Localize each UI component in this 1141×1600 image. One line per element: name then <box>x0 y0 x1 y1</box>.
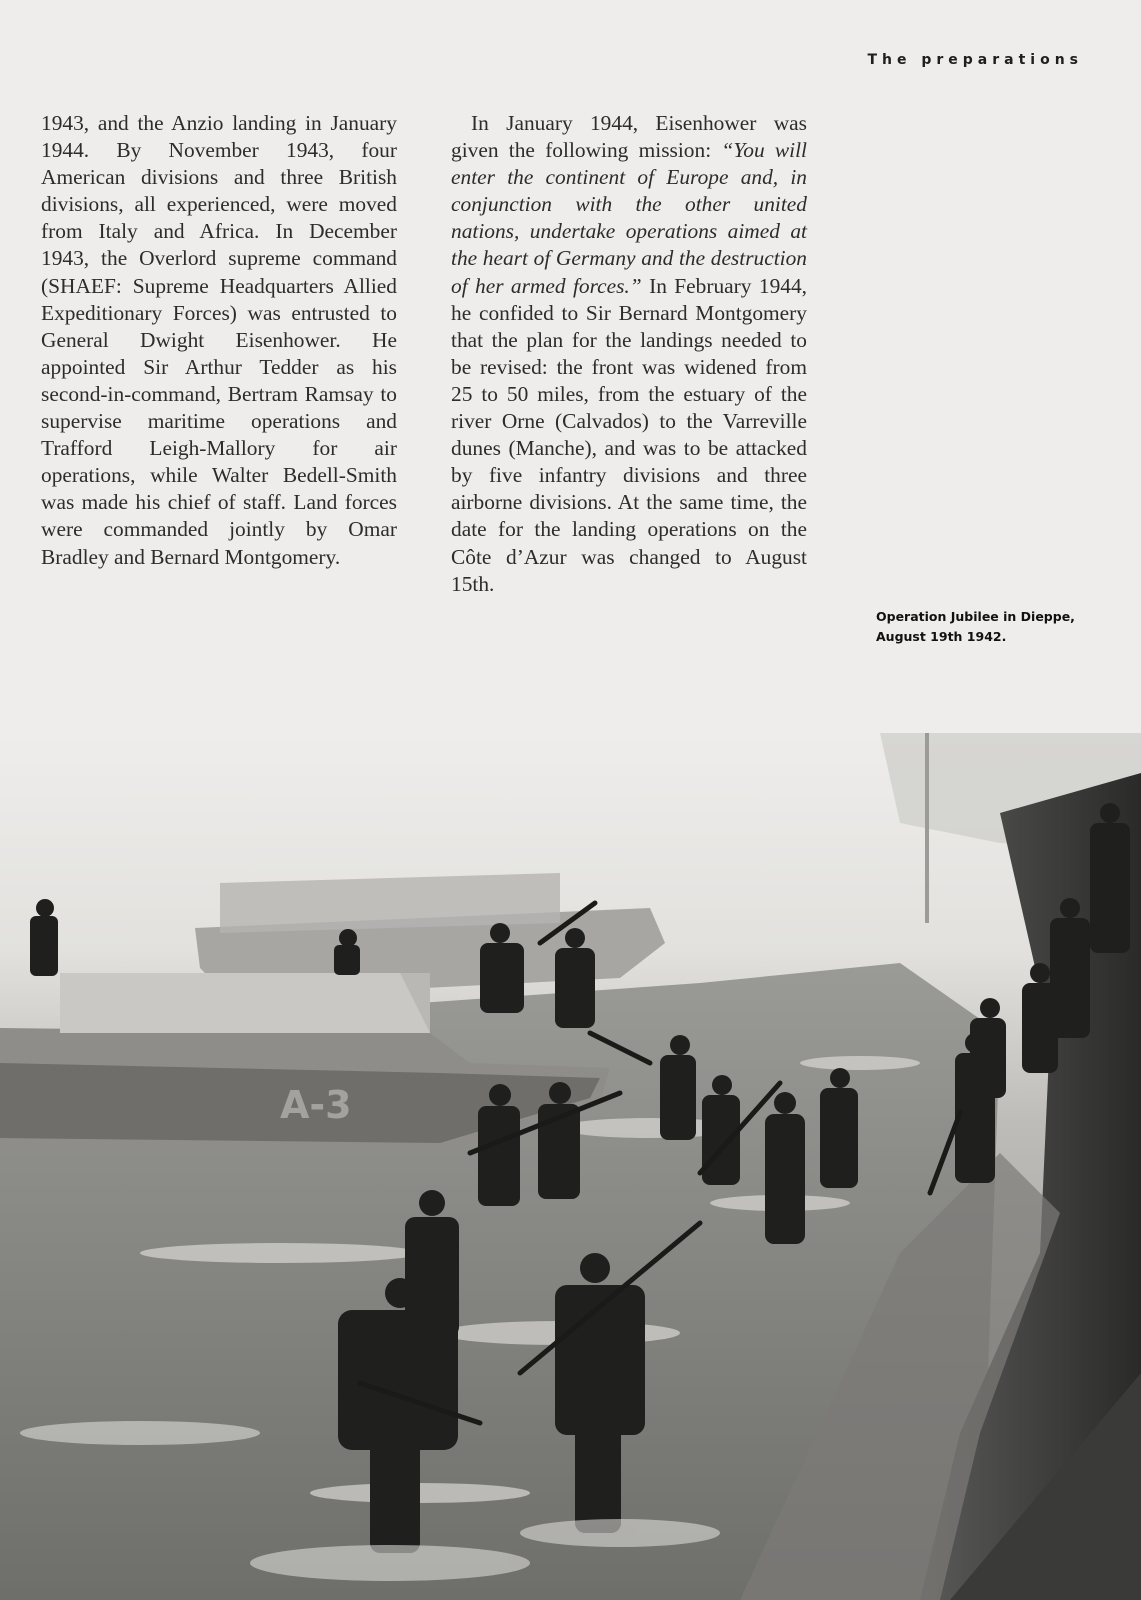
right-column <box>451 110 807 598</box>
right-column-paragraph <box>451 110 807 598</box>
left-column-text: 1943, and the Anzio landing in January 1944. By November 1943, four American divisions and three British divisions, all experienced, were moved from Italy and Africa. In December 1943, the Overlord supreme command (SHAEF: Supreme Headquarters Allied Expeditionary Forces) was entrusted to General Dwight Eisenhower. He appointed Sir Arthur Tedder as his second-in-command, Bertram Ramsay to supervise maritime operations and Trafford Leigh-Mallory for air operations, while Walter Bedell-Smith was made his chief of staff. Land forces were commanded jointly by Omar Bradley and Bernard Montgomery. <box>41 111 397 569</box>
mission-quote: “You will enter the continent of Europe and, in conjunction with the other united nations, undertake operations aimed at the heart of Germany and the destruction of her armed forces.” <box>451 138 808 298</box>
landing-photo <box>0 733 1141 1600</box>
right-column-rest: In February 1944, he confided to Sir Bernard Montgomery that the plan for the landings needed to be revised: the front was widened from 25 to 50 miles, from the estuary of the river Orne (Calvados) to the Varreville dunes (Manche), and was to be attacked by five infantry divisions and three airborne divisions. At the same time, the date for the landing operations on the Côte d’Azur was changed to August 15th. <box>451 273 807 596</box>
running-head: The preparations <box>867 52 1083 68</box>
right-column-intro: In January 1944, Eisenhower was given the following mission: <box>451 111 807 163</box>
landing-photo-illustration <box>0 733 1141 1600</box>
left-column <box>41 110 397 571</box>
boat-marking: A-3 <box>280 1083 352 1127</box>
photo-caption: Operation Jubilee in Dieppe, August 19th 1942. <box>876 609 1075 644</box>
